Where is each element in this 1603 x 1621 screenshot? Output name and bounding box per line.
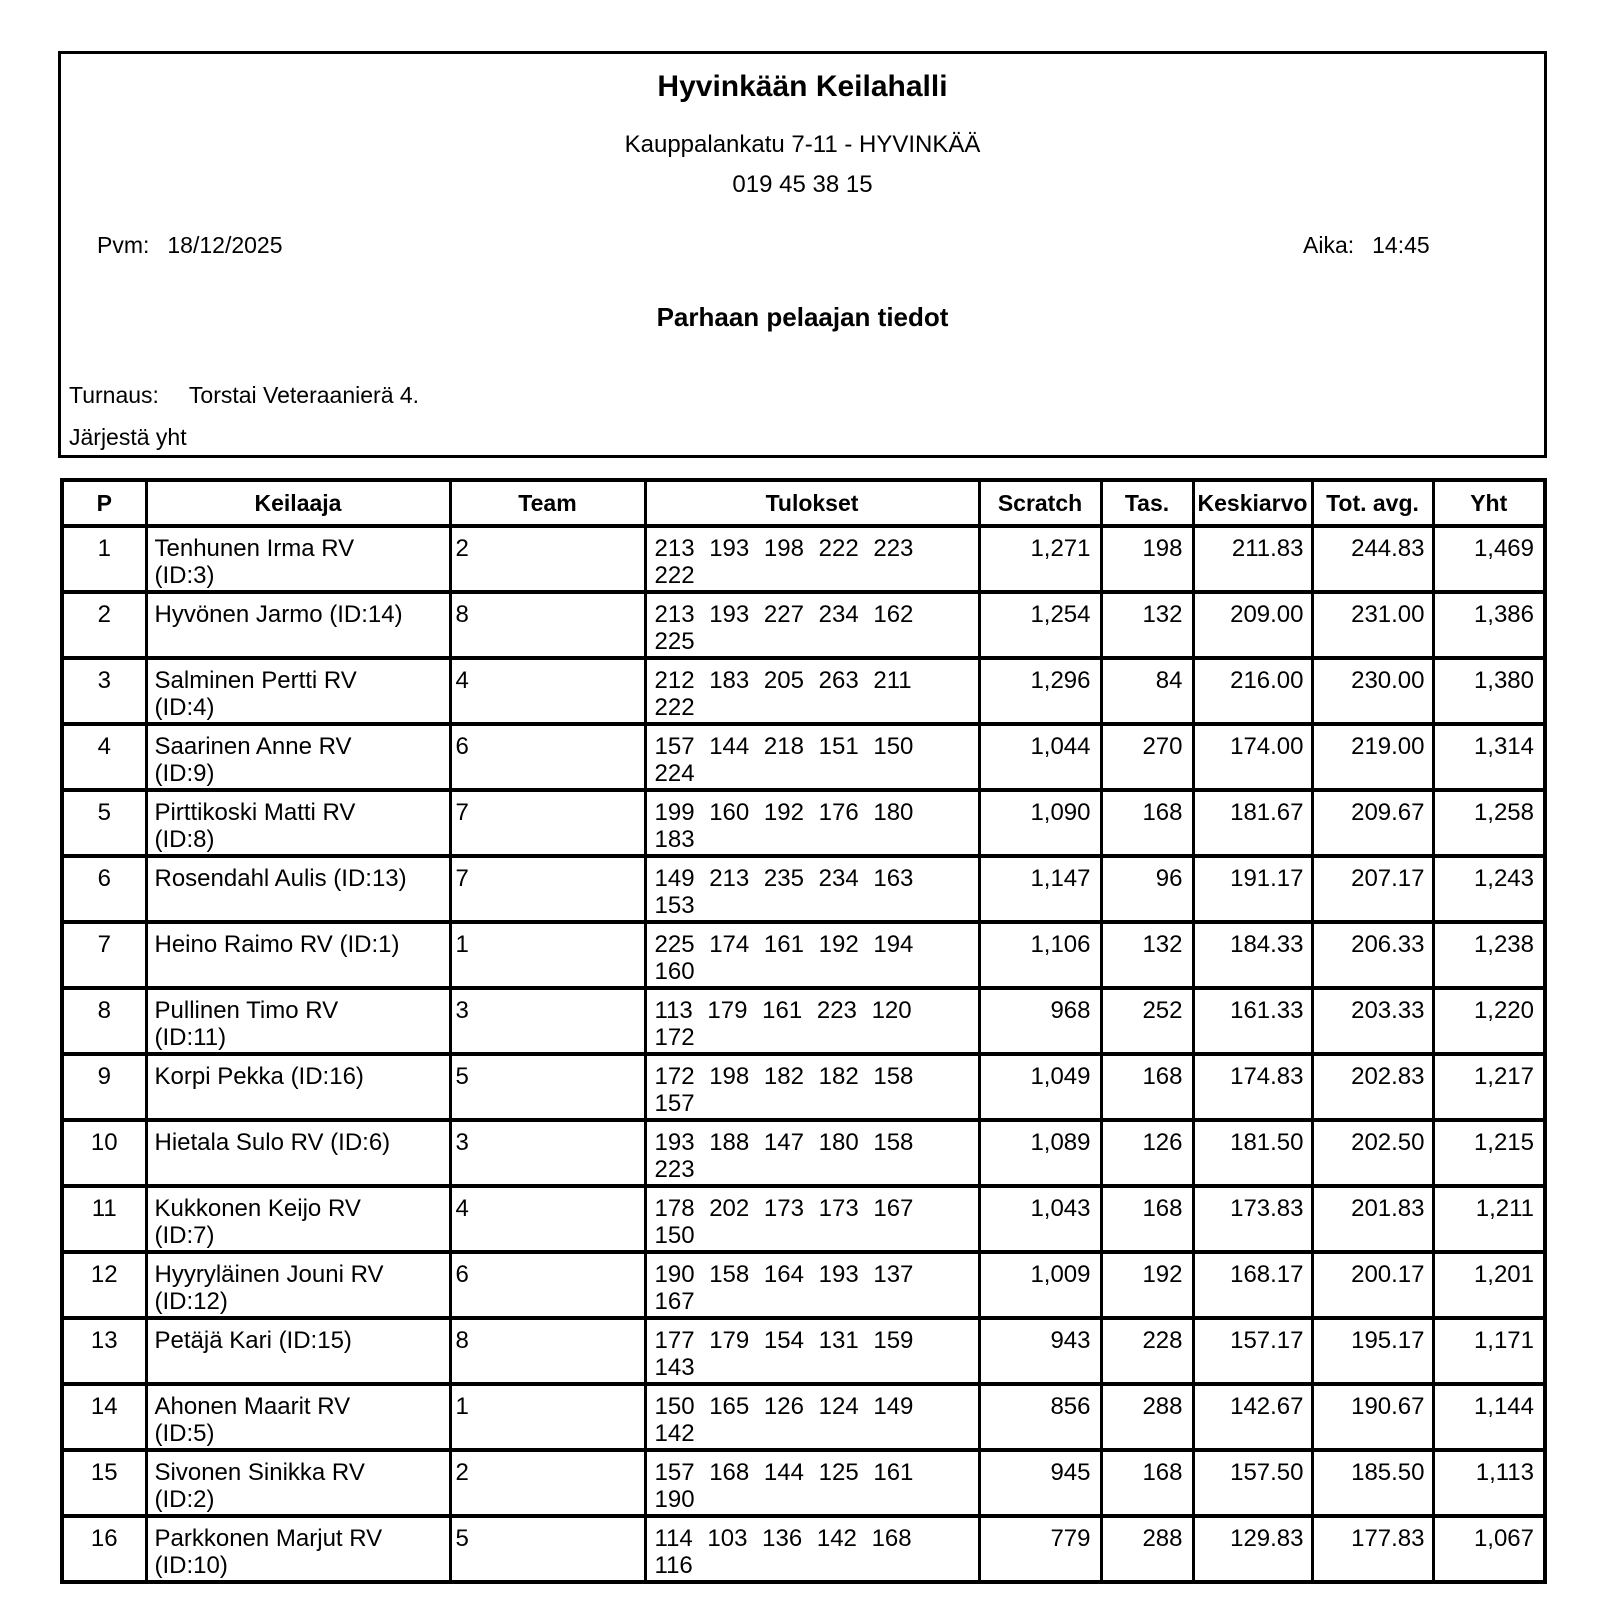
cell-handicap: 132 — [1101, 592, 1193, 658]
cell-handicap: 252 — [1101, 988, 1193, 1054]
venue-phone: 019 45 38 15 — [732, 171, 873, 198]
cell-average: 209.00 — [1193, 592, 1312, 658]
cell-grand-total: 1,113 — [1433, 1450, 1545, 1516]
cell-game-scores: 150 165 126 124 149 142 — [645, 1384, 979, 1450]
cell-player-name: Tenhunen Irma RV (ID:3) — [146, 526, 450, 592]
table-row — [62, 526, 1545, 592]
cell-grand-total: 1,171 — [1433, 1318, 1545, 1384]
cell-player-name: Petäjä Kari (ID:15) — [146, 1318, 450, 1384]
cell-game-scores: 172 198 182 182 158 157 — [645, 1054, 979, 1120]
cell-position: 8 — [62, 988, 146, 1054]
cell-scratch-total: 779 — [979, 1516, 1101, 1582]
tournament-label: Turnaus: — [69, 382, 159, 408]
cell-team: 3 — [450, 1120, 645, 1186]
cell-scratch-total: 1,044 — [979, 724, 1101, 790]
cell-player-name: Hietala Sulo RV (ID:6) — [146, 1120, 450, 1186]
cell-handicap: 96 — [1101, 856, 1193, 922]
venue-address: Kauppalankatu 7-11 - HYVINKÄÄ — [624, 131, 981, 158]
cell-scratch-total: 943 — [979, 1318, 1101, 1384]
cell-total-average: 209.67 — [1312, 790, 1433, 856]
cell-team: 8 — [450, 592, 645, 658]
column-header-yht: Yht — [1433, 480, 1545, 526]
cell-handicap: 228 — [1101, 1318, 1193, 1384]
cell-game-scores: 114 103 136 142 168 116 — [645, 1516, 979, 1582]
table-row — [62, 658, 1545, 724]
column-header-keilaaja: Keilaaja — [146, 480, 450, 526]
cell-team: 4 — [450, 1186, 645, 1252]
column-header-p: P — [62, 480, 146, 526]
cell-team: 1 — [450, 1384, 645, 1450]
cell-total-average: 244.83 — [1312, 526, 1433, 592]
table-row — [62, 1120, 1545, 1186]
cell-position: 9 — [62, 1054, 146, 1120]
cell-handicap: 168 — [1101, 1054, 1193, 1120]
cell-handicap: 192 — [1101, 1252, 1193, 1318]
table-row — [62, 592, 1545, 658]
cell-total-average: 200.17 — [1312, 1252, 1433, 1318]
cell-total-average: 231.00 — [1312, 592, 1433, 658]
cell-team: 2 — [450, 526, 645, 592]
cell-total-average: 190.67 — [1312, 1384, 1433, 1450]
table-row — [62, 1186, 1545, 1252]
cell-grand-total: 1,380 — [1433, 658, 1545, 724]
cell-handicap: 288 — [1101, 1384, 1193, 1450]
cell-position: 14 — [62, 1384, 146, 1450]
cell-average: 181.50 — [1193, 1120, 1312, 1186]
cell-average: 142.67 — [1193, 1384, 1312, 1450]
table-header-row — [62, 480, 1545, 526]
cell-game-scores: 177 179 154 131 159 143 — [645, 1318, 979, 1384]
cell-grand-total: 1,217 — [1433, 1054, 1545, 1120]
sort-note: Järjestä yht — [69, 424, 187, 450]
cell-grand-total: 1,238 — [1433, 922, 1545, 988]
time-value: 14:45 — [1372, 232, 1430, 258]
cell-position: 13 — [62, 1318, 146, 1384]
cell-handicap: 84 — [1101, 658, 1193, 724]
cell-scratch-total: 1,009 — [979, 1252, 1101, 1318]
cell-position: 15 — [62, 1450, 146, 1516]
cell-player-name: Hyvönen Jarmo (ID:14) — [146, 592, 450, 658]
cell-average: 191.17 — [1193, 856, 1312, 922]
table-row — [62, 1054, 1545, 1120]
results-table-body — [62, 526, 1545, 1582]
venue-name: Hyvinkään Keilahalli — [657, 70, 948, 103]
cell-position: 1 — [62, 526, 146, 592]
cell-player-name: Salminen Pertti RV (ID:4) — [146, 658, 450, 724]
cell-game-scores: 212 183 205 263 211 222 — [645, 658, 979, 724]
cell-grand-total: 1,067 — [1433, 1516, 1545, 1582]
cell-team: 6 — [450, 724, 645, 790]
cell-position: 3 — [62, 658, 146, 724]
cell-handicap: 168 — [1101, 790, 1193, 856]
date-label: Pvm: — [97, 232, 150, 258]
cell-average: 129.83 — [1193, 1516, 1312, 1582]
column-header-scratch: Scratch — [979, 480, 1101, 526]
cell-scratch-total: 1,296 — [979, 658, 1101, 724]
cell-average: 173.83 — [1193, 1186, 1312, 1252]
cell-position: 7 — [62, 922, 146, 988]
report-title: Parhaan pelaajan tiedot — [656, 302, 949, 332]
cell-player-name: Rosendahl Aulis (ID:13) — [146, 856, 450, 922]
column-header-keskiarvo: Keskiarvo — [1193, 480, 1312, 526]
cell-average: 184.33 — [1193, 922, 1312, 988]
table-row — [62, 724, 1545, 790]
cell-team: 7 — [450, 856, 645, 922]
cell-scratch-total: 1,049 — [979, 1054, 1101, 1120]
cell-average: 211.83 — [1193, 526, 1312, 592]
cell-scratch-total: 1,106 — [979, 922, 1101, 988]
cell-scratch-total: 1,090 — [979, 790, 1101, 856]
table-row — [62, 1384, 1545, 1450]
time-line — [1303, 231, 1430, 259]
cell-scratch-total: 1,043 — [979, 1186, 1101, 1252]
cell-average: 174.00 — [1193, 724, 1312, 790]
cell-team: 6 — [450, 1252, 645, 1318]
cell-game-scores: 157 144 218 151 150 224 — [645, 724, 979, 790]
cell-handicap: 126 — [1101, 1120, 1193, 1186]
cell-game-scores: 113 179 161 223 120 172 — [645, 988, 979, 1054]
cell-handicap: 168 — [1101, 1186, 1193, 1252]
cell-total-average: 202.83 — [1312, 1054, 1433, 1120]
cell-position: 16 — [62, 1516, 146, 1582]
cell-player-name: Hyyryläinen Jouni RV (ID:12) — [146, 1252, 450, 1318]
cell-total-average: 177.83 — [1312, 1516, 1433, 1582]
cell-team: 1 — [450, 922, 645, 988]
cell-scratch-total: 968 — [979, 988, 1101, 1054]
cell-scratch-total: 945 — [979, 1450, 1101, 1516]
cell-position: 12 — [62, 1252, 146, 1318]
table-row — [62, 922, 1545, 988]
cell-game-scores: 193 188 147 180 158 223 — [645, 1120, 979, 1186]
cell-game-scores: 225 174 161 192 194 160 — [645, 922, 979, 988]
cell-team: 5 — [450, 1054, 645, 1120]
cell-player-name: Ahonen Maarit RV (ID:5) — [146, 1384, 450, 1450]
results-table — [60, 478, 1547, 1584]
cell-total-average: 207.17 — [1312, 856, 1433, 922]
cell-player-name: Heino Raimo RV (ID:1) — [146, 922, 450, 988]
cell-team: 5 — [450, 1516, 645, 1582]
cell-total-average: 203.33 — [1312, 988, 1433, 1054]
cell-player-name: Pirttikoski Matti RV (ID:8) — [146, 790, 450, 856]
cell-average: 157.50 — [1193, 1450, 1312, 1516]
report-header-box — [58, 51, 1547, 458]
cell-scratch-total: 1,147 — [979, 856, 1101, 922]
table-row — [62, 856, 1545, 922]
column-header-tot-avg: Tot. avg. — [1312, 480, 1433, 526]
cell-handicap: 168 — [1101, 1450, 1193, 1516]
cell-game-scores: 178 202 173 173 167 150 — [645, 1186, 979, 1252]
cell-position: 10 — [62, 1120, 146, 1186]
cell-position: 2 — [62, 592, 146, 658]
cell-team: 7 — [450, 790, 645, 856]
cell-player-name: Parkkonen Marjut RV (ID:10) — [146, 1516, 450, 1582]
cell-average: 216.00 — [1193, 658, 1312, 724]
cell-team: 4 — [450, 658, 645, 724]
cell-average: 174.83 — [1193, 1054, 1312, 1120]
time-label: Aika: — [1303, 232, 1355, 258]
cell-grand-total: 1,215 — [1433, 1120, 1545, 1186]
cell-total-average: 201.83 — [1312, 1186, 1433, 1252]
table-row — [62, 790, 1545, 856]
date-line — [97, 231, 283, 259]
cell-team: 3 — [450, 988, 645, 1054]
cell-player-name: Korpi Pekka (ID:16) — [146, 1054, 450, 1120]
cell-team: 8 — [450, 1318, 645, 1384]
tournament-line — [69, 381, 419, 409]
cell-scratch-total: 856 — [979, 1384, 1101, 1450]
cell-grand-total: 1,314 — [1433, 724, 1545, 790]
cell-total-average: 185.50 — [1312, 1450, 1433, 1516]
cell-handicap: 132 — [1101, 922, 1193, 988]
column-header-tulokset: Tulokset — [645, 480, 979, 526]
table-row — [62, 1252, 1545, 1318]
cell-player-name: Pullinen Timo RV (ID:11) — [146, 988, 450, 1054]
date-value: 18/12/2025 — [167, 232, 283, 258]
cell-grand-total: 1,144 — [1433, 1384, 1545, 1450]
cell-position: 5 — [62, 790, 146, 856]
cell-average: 157.17 — [1193, 1318, 1312, 1384]
cell-game-scores: 199 160 192 176 180 183 — [645, 790, 979, 856]
cell-average: 168.17 — [1193, 1252, 1312, 1318]
cell-average: 161.33 — [1193, 988, 1312, 1054]
cell-handicap: 270 — [1101, 724, 1193, 790]
cell-total-average: 206.33 — [1312, 922, 1433, 988]
cell-scratch-total: 1,089 — [979, 1120, 1101, 1186]
table-row — [62, 1516, 1545, 1582]
cell-grand-total: 1,243 — [1433, 856, 1545, 922]
cell-game-scores: 213 193 198 222 223 222 — [645, 526, 979, 592]
cell-game-scores: 213 193 227 234 162 225 — [645, 592, 979, 658]
cell-grand-total: 1,201 — [1433, 1252, 1545, 1318]
cell-grand-total: 1,386 — [1433, 592, 1545, 658]
cell-total-average: 230.00 — [1312, 658, 1433, 724]
column-header-tas: Tas. — [1101, 480, 1193, 526]
cell-position: 11 — [62, 1186, 146, 1252]
cell-position: 4 — [62, 724, 146, 790]
table-row — [62, 988, 1545, 1054]
tournament-value: Torstai Veteraanierä 4. — [188, 382, 420, 408]
cell-scratch-total: 1,271 — [979, 526, 1101, 592]
cell-total-average: 195.17 — [1312, 1318, 1433, 1384]
cell-total-average: 202.50 — [1312, 1120, 1433, 1186]
cell-player-name: Kukkonen Keijo RV (ID:7) — [146, 1186, 450, 1252]
table-row — [62, 1318, 1545, 1384]
table-row — [62, 1450, 1545, 1516]
cell-team: 2 — [450, 1450, 645, 1516]
cell-grand-total: 1,220 — [1433, 988, 1545, 1054]
cell-handicap: 288 — [1101, 1516, 1193, 1582]
cell-handicap: 198 — [1101, 526, 1193, 592]
cell-game-scores: 190 158 164 193 137 167 — [645, 1252, 979, 1318]
column-header-team: Team — [450, 480, 645, 526]
cell-game-scores: 149 213 235 234 163 153 — [645, 856, 979, 922]
cell-average: 181.67 — [1193, 790, 1312, 856]
cell-game-scores: 157 168 144 125 161 190 — [645, 1450, 979, 1516]
cell-grand-total: 1,258 — [1433, 790, 1545, 856]
cell-player-name: Saarinen Anne RV (ID:9) — [146, 724, 450, 790]
cell-player-name: Sivonen Sinikka RV (ID:2) — [146, 1450, 450, 1516]
cell-grand-total: 1,469 — [1433, 526, 1545, 592]
cell-total-average: 219.00 — [1312, 724, 1433, 790]
cell-grand-total: 1,211 — [1433, 1186, 1545, 1252]
cell-scratch-total: 1,254 — [979, 592, 1101, 658]
cell-position: 6 — [62, 856, 146, 922]
